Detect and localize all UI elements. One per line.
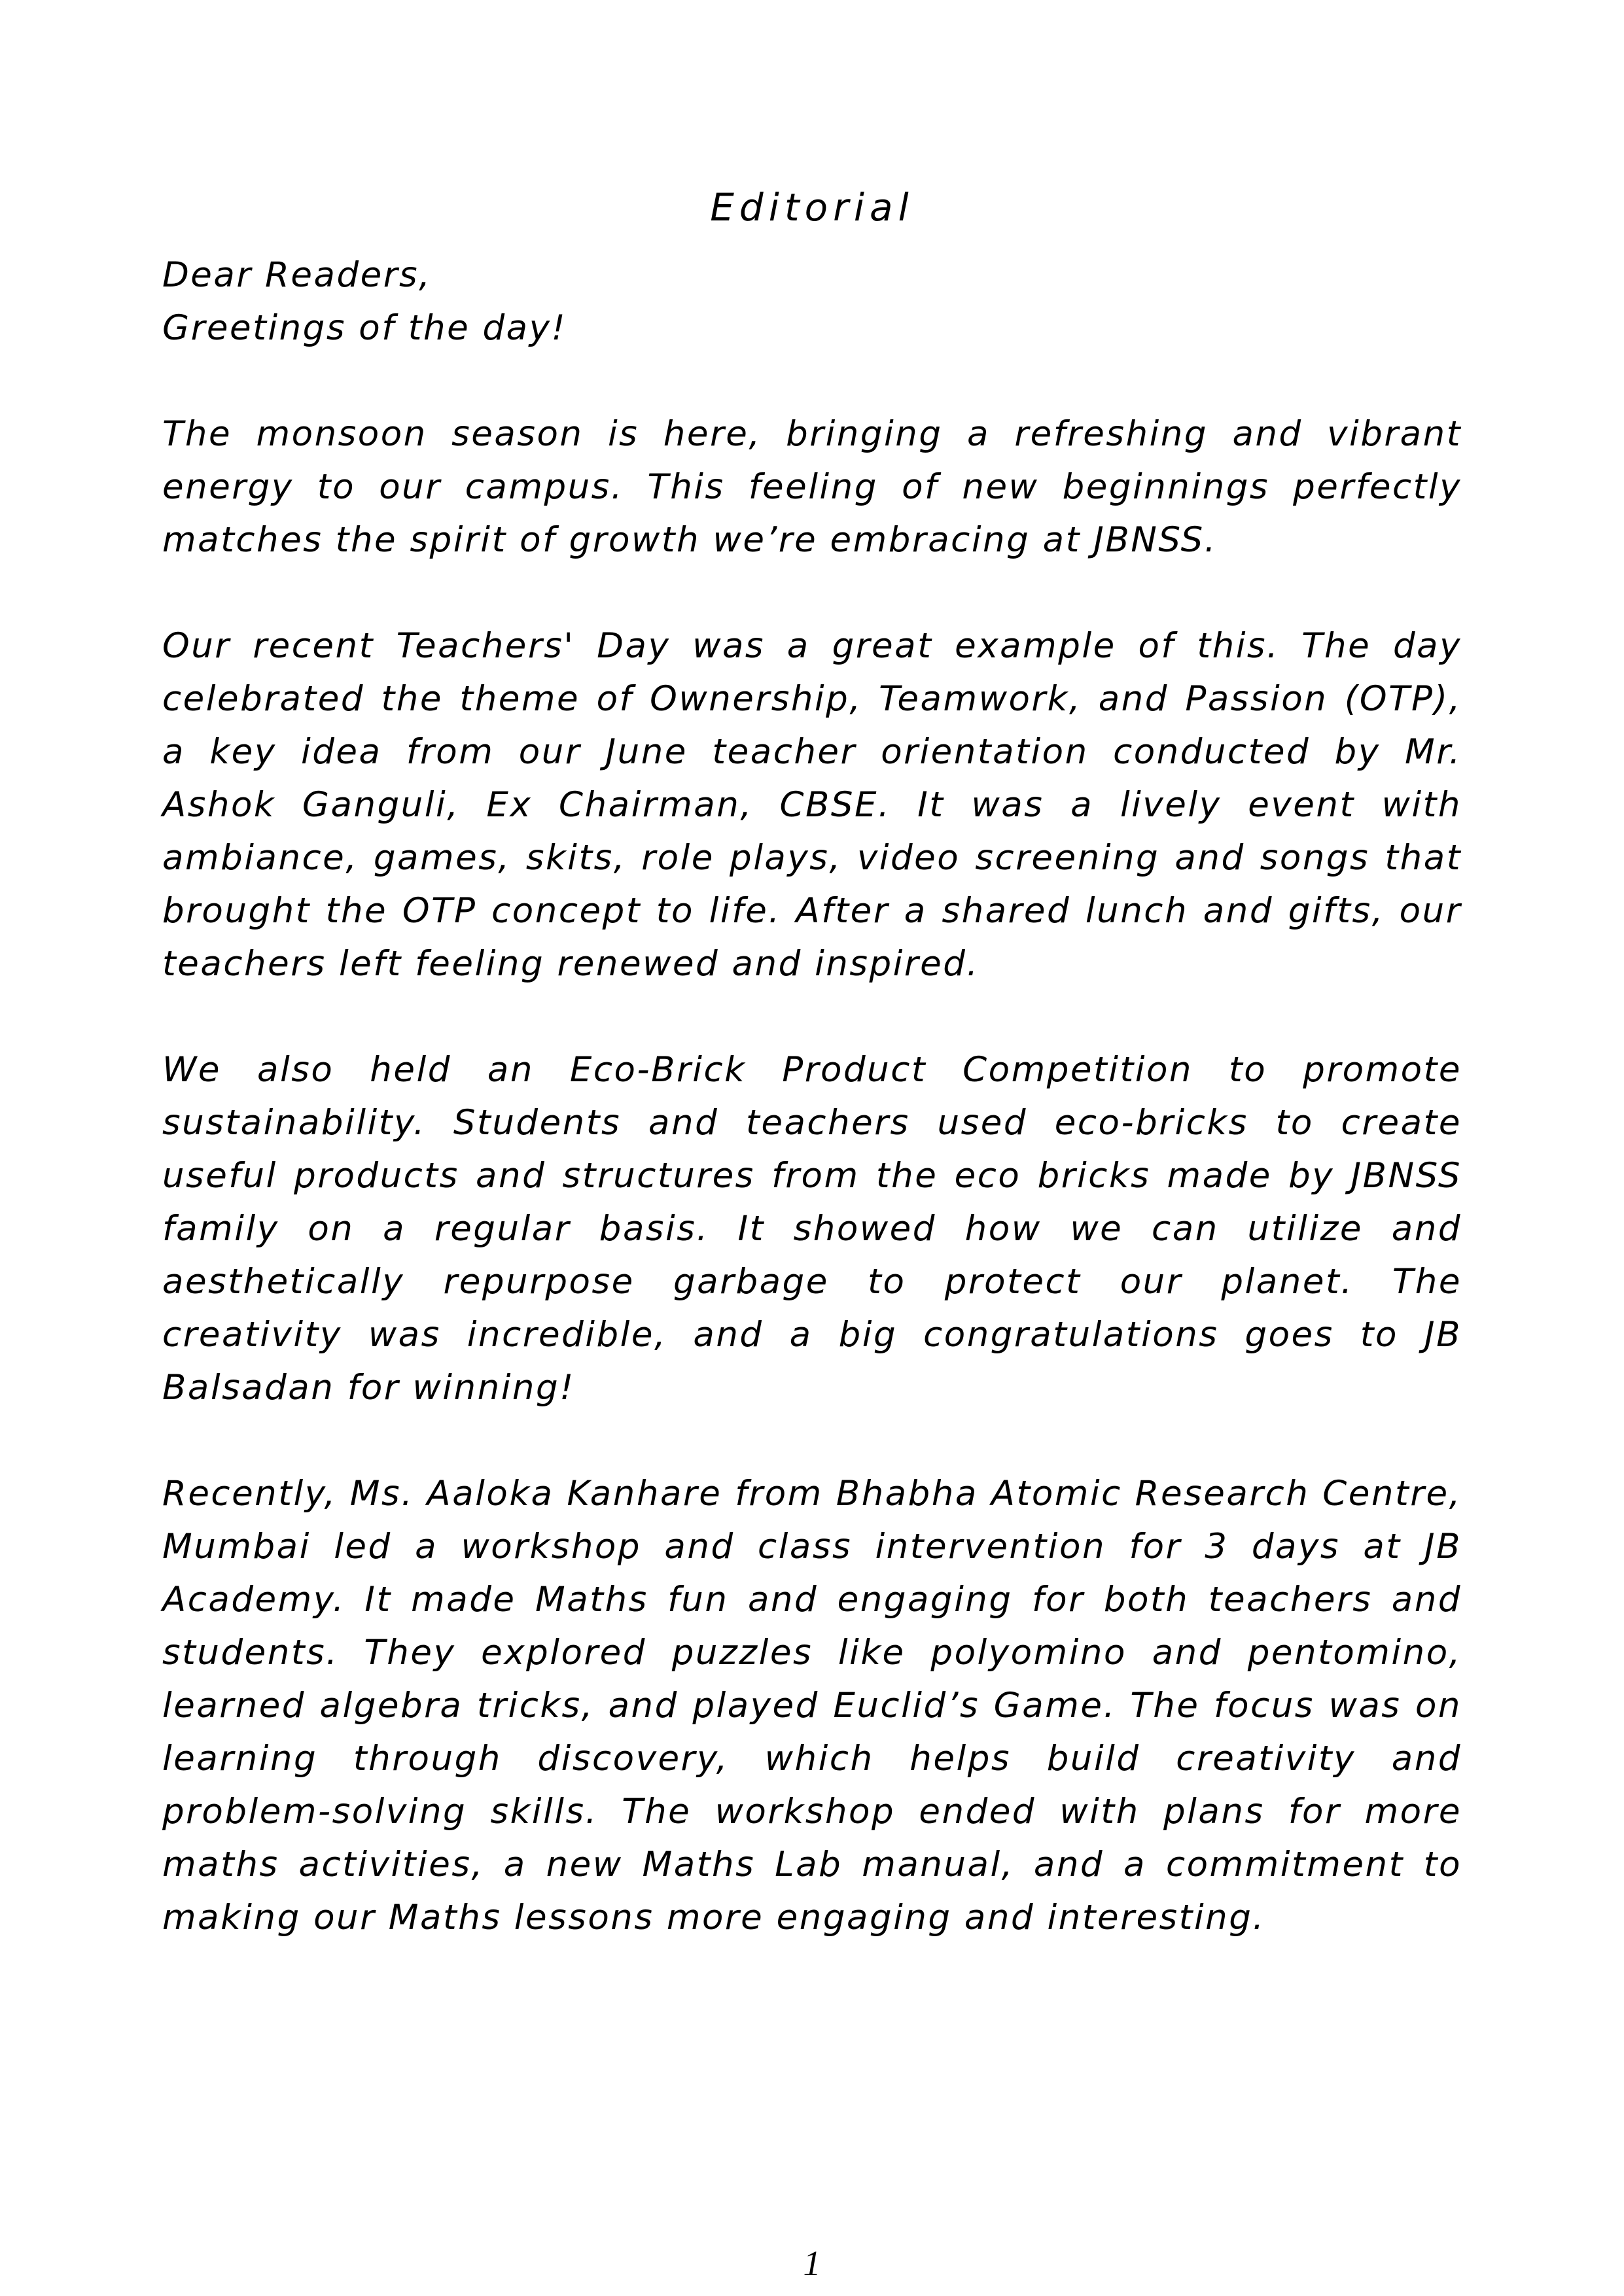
- page-number: 1: [803, 2244, 821, 2283]
- paragraph-maths-workshop: Recently, Ms. Aaloka Kanhare from Bhabha Atomic Research Centre, Mumbai led a workshop and class intervention for 3 days at JB Academy. It made Maths fun and engaging for both teachers and students. They explored puzzles like polyomino and pentomino, learned algebra tricks, and played Euclid’s Game. The focus was on learning through discovery, which helps build creativity and problem-solving skills. The workshop ended with plans for more maths activities, a new Maths Lab manual, and a commitment to making our Maths lessons more engaging and interesting.: [162, 1474, 1462, 1938]
- paragraph-teachers-day: Our recent Teachers' Day was a great example of this. The day celebrated the theme of Ownership, Teamwork, and Passion (OTP), a key idea from our June teacher orientation conducted by Mr. Ashok Ganguli, Ex Chairman, CBSE. It was a lively event with ambiance, games, skits, role plays, video screening and songs that brought the OTP concept to life. After a shared lunch and gifts, our teachers left feeling renewed and inspired.: [162, 626, 1462, 984]
- page-title: Editorial: [710, 184, 914, 230]
- editorial-body: [162, 249, 1462, 1997]
- salutation: Dear Readers,: [162, 255, 432, 295]
- paragraph-eco-brick: We also held an Eco-Brick Product Competition to promote sustainability. Students and teachers used eco-bricks to create useful products and structures from the eco bricks made by JBNSS family on a regular basis. It showed how we can utilize and aesthetically repurpose garbage to protect our planet. The creativity was incredible, and a big congratulations goes to JB Balsadan for winning!: [162, 1050, 1462, 1408]
- greeting: Greetings of the day!: [162, 308, 567, 348]
- paragraph-monsoon: The monsoon season is here, bringing a refreshing and vibrant energy to our campus. This feeling of new beginnings perfectly matches the spirit of growth we’re embracing at JBNSS.: [162, 414, 1462, 560]
